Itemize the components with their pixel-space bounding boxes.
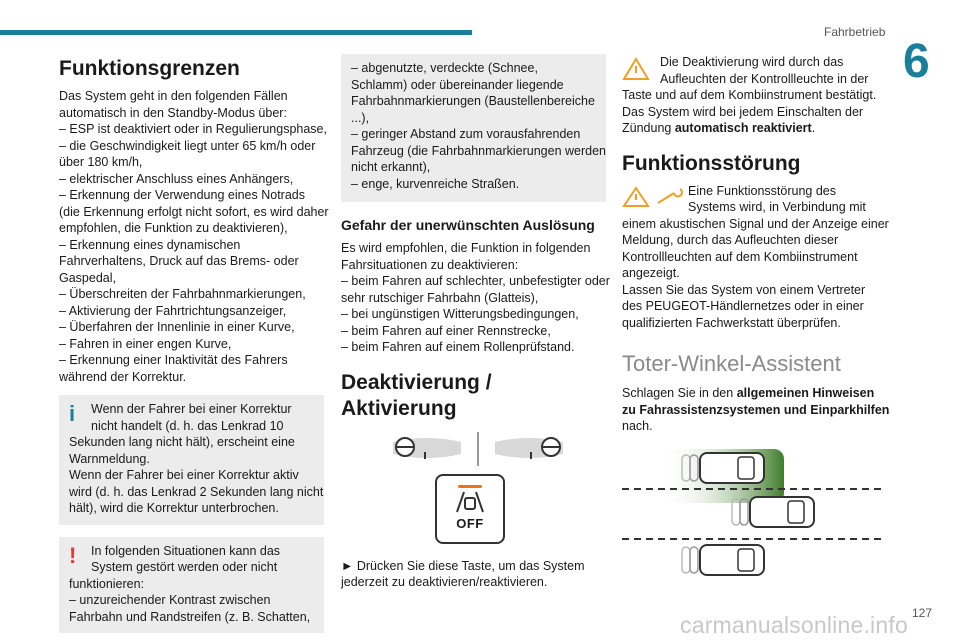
press-instruction <box>341 558 606 591</box>
text-line: Das System geht in den folgenden Fällen <box>59 89 288 103</box>
text-line: Schlagen Sie in den <box>622 386 734 400</box>
text-line: – beim Fahren auf schlechter, unbefestigter oder <box>341 274 610 288</box>
bold-text: allgemeinen Hinweisen <box>736 386 875 400</box>
blind-spot-reference <box>622 385 890 435</box>
text-line: – geringer Abstand zum vorausfahrenden <box>351 127 581 141</box>
text-line: Warnmeldung. <box>69 451 150 466</box>
malfunction-paragraph <box>622 183 889 332</box>
text-line: – Überschreiten der Fahrbahnmarkierungen, <box>59 287 306 301</box>
info-icon: i <box>69 401 76 426</box>
text-line: Das System wird bei jedem Einschalten der <box>622 104 864 119</box>
bold-text: automatisch reaktiviert <box>674 121 812 135</box>
text-line: Kontrollleuchten auf dem Kombiinstrument <box>622 249 858 264</box>
pictogram-divider <box>477 432 479 466</box>
text-line: – enge, kurvenreiche Straßen. <box>351 176 520 191</box>
exclamation-icon: ! <box>69 542 77 568</box>
lane-assist-off-button[interactable] <box>435 474 505 544</box>
text-line: Wenn der Fahrer bei einer Korrektur aktiv <box>69 468 299 482</box>
text-line: während der Korrektur. <box>59 369 187 384</box>
text-line: – bei ungünstigen Witterungsbedingungen, <box>341 307 579 321</box>
text-line: – beim Fahren auf einer Rennstrecke, <box>341 323 551 338</box>
steering-wheel-right-icon <box>493 436 565 462</box>
chapter-number: 6 <box>903 35 930 88</box>
text-line: Wenn der Fahrer bei einer Korrektur <box>91 402 292 416</box>
running-header: Fahrbetrieb <box>824 25 886 39</box>
bold-text: zu Fahrassistenzsystemen und Einparkhilfen <box>622 402 890 417</box>
text-line: einem akustischen Signal und der Anzeige einer <box>622 216 889 231</box>
text-line: – unzureichender Kontrast zwischen <box>69 593 271 607</box>
text-line: Fahrsituationen zu deaktivieren: <box>341 257 519 272</box>
text-line: – Erkennung eines dynamischen <box>59 237 241 252</box>
text-line: – die Geschwindigkeit liegt unter 65 km/h oder <box>59 138 316 153</box>
text-line: Fahrbahnmarkierungen (Baustellenbereiche <box>351 94 595 108</box>
text-line: (die Erkennung erfolgt nicht sofort, es wird daher <box>59 204 329 219</box>
text-line: ► Drücken Sie diese Taste, um das System <box>341 558 585 573</box>
text-line: – Überfahren der Innenlinie in einer Kurve, <box>59 320 295 334</box>
text-line: Gaspedal, <box>59 270 116 285</box>
text-line: nicht erkannt), <box>351 160 431 174</box>
section-heading-malfunction: Funktionsstörung <box>622 151 801 175</box>
text-line: des PEUGEOT-Händlernetzes oder in einer <box>622 299 864 313</box>
text-line: funktionieren: <box>69 576 145 591</box>
steering-wheel-pictograms <box>391 432 606 466</box>
warning-box <box>59 537 324 634</box>
text-line: sehr rutschiger Fahrbahn (Glatteis), <box>341 290 539 305</box>
column-right <box>622 54 890 585</box>
warning-wrench-icon <box>622 185 688 209</box>
warning-triangle-icon <box>622 56 656 82</box>
section-heading-funktionsgrenzen: Funktionsgrenzen <box>59 57 240 80</box>
page-number: 127 <box>912 606 933 620</box>
text-line: – Fahren in einer engen Kurve, <box>59 336 232 351</box>
deactivation-confirmation <box>622 54 884 137</box>
text-line: Sekunden lang nicht hält), erscheint eine <box>69 435 295 449</box>
info-box <box>59 395 324 525</box>
text-line: Fahrzeug (die Fahrbahnmarkierungen werden <box>351 143 607 158</box>
text-line: jederzeit zu deaktivieren/reaktivieren. <box>341 575 548 589</box>
text-line: In folgenden Situationen kann das <box>91 543 281 558</box>
text-line: nicht handelt (d. h. das Lenkrad 10 <box>91 418 284 433</box>
text-line: – beim Fahren auf einem Rollenprüfstand. <box>341 340 575 354</box>
text-line: Systems wird, in Verbindung mit <box>688 200 866 214</box>
car-top-icon <box>682 545 764 575</box>
section-heading-deactivation: Deaktivierung / Aktivierung <box>341 370 492 420</box>
punctuation: . <box>811 121 816 135</box>
text-line: Taste und auf dem Kombiinstrument bestätigt. <box>622 88 877 102</box>
text-line: Die Deaktivierung wird durch das <box>660 55 844 69</box>
limits-paragraph <box>59 88 329 385</box>
text-line: – abgenutzte, verdeckte (Schnee, <box>351 61 538 75</box>
text-line: Schlamm) oder übereinander liegende <box>351 77 564 92</box>
text-line: – elektrischer Anschluss eines Anhängers, <box>59 171 294 186</box>
text-line: – ESP ist deaktiviert oder in Regulierungsphase, <box>59 122 327 136</box>
text-line: automatisch in den Standby-Modus über: <box>59 105 287 120</box>
text-line: angezeigt. <box>622 266 680 280</box>
watermark: carmanualsonline.info <box>680 612 908 638</box>
off-label: OFF <box>456 516 484 532</box>
text-line: Meldung, durch das Aufleuchten dieser <box>622 233 839 247</box>
warning-box-continued <box>341 54 606 202</box>
column-middle <box>341 54 610 591</box>
text-line: nach. <box>622 419 653 433</box>
header-accent-bar <box>0 30 472 35</box>
text-line: ...), <box>351 110 370 125</box>
text-line: Zündung <box>622 121 672 135</box>
unwanted-trigger-paragraph <box>341 240 610 356</box>
text-line: System gestört werden oder nicht <box>91 560 278 574</box>
text-line: wird (d. h. das Lenkrad 2 Sekunden lang nicht <box>69 484 324 499</box>
text-line: – Erkennung einer Inaktivität des Fahrers <box>59 353 288 367</box>
steering-wheel-left-icon <box>391 436 463 462</box>
text-line: – Erkennung der Verwendung eines Notrads <box>59 188 305 202</box>
text-line: qualifizierten Fachwerkstatt überprüfen. <box>622 315 841 330</box>
text-line: Aufleuchten der Kontrollleuchte in der <box>660 71 869 86</box>
section-heading-blind-spot: Toter-Winkel-Assistent <box>622 351 841 376</box>
text-line: – Aktivierung der Fahrtrichtungsanzeiger, <box>59 303 287 318</box>
lane-assist-icon <box>453 484 487 514</box>
subheading-unwanted-trigger: Gefahr der unerwünschten Auslösung <box>341 217 595 233</box>
text-line: Fahrbahn und Randstreifen (z. B. Schatten, <box>69 609 311 624</box>
text-line: hält), wird die Korrektur unterbrochen. <box>69 501 279 515</box>
text-line: Fahrverhaltens, Druck auf das Brems- oder <box>59 254 299 268</box>
text-line: über 180 km/h, <box>59 155 143 169</box>
text-line: Eine Funktionsstörung des <box>688 183 837 198</box>
text-line: Es wird empfohlen, die Funktion in folgenden <box>341 241 591 255</box>
text-line: empfohlen, die Funktion zu deaktivieren), <box>59 221 288 235</box>
column-left <box>59 54 329 633</box>
blind-spot-illustration <box>622 445 884 585</box>
text-line: Lassen Sie das System von einem Vertreter <box>622 282 866 297</box>
